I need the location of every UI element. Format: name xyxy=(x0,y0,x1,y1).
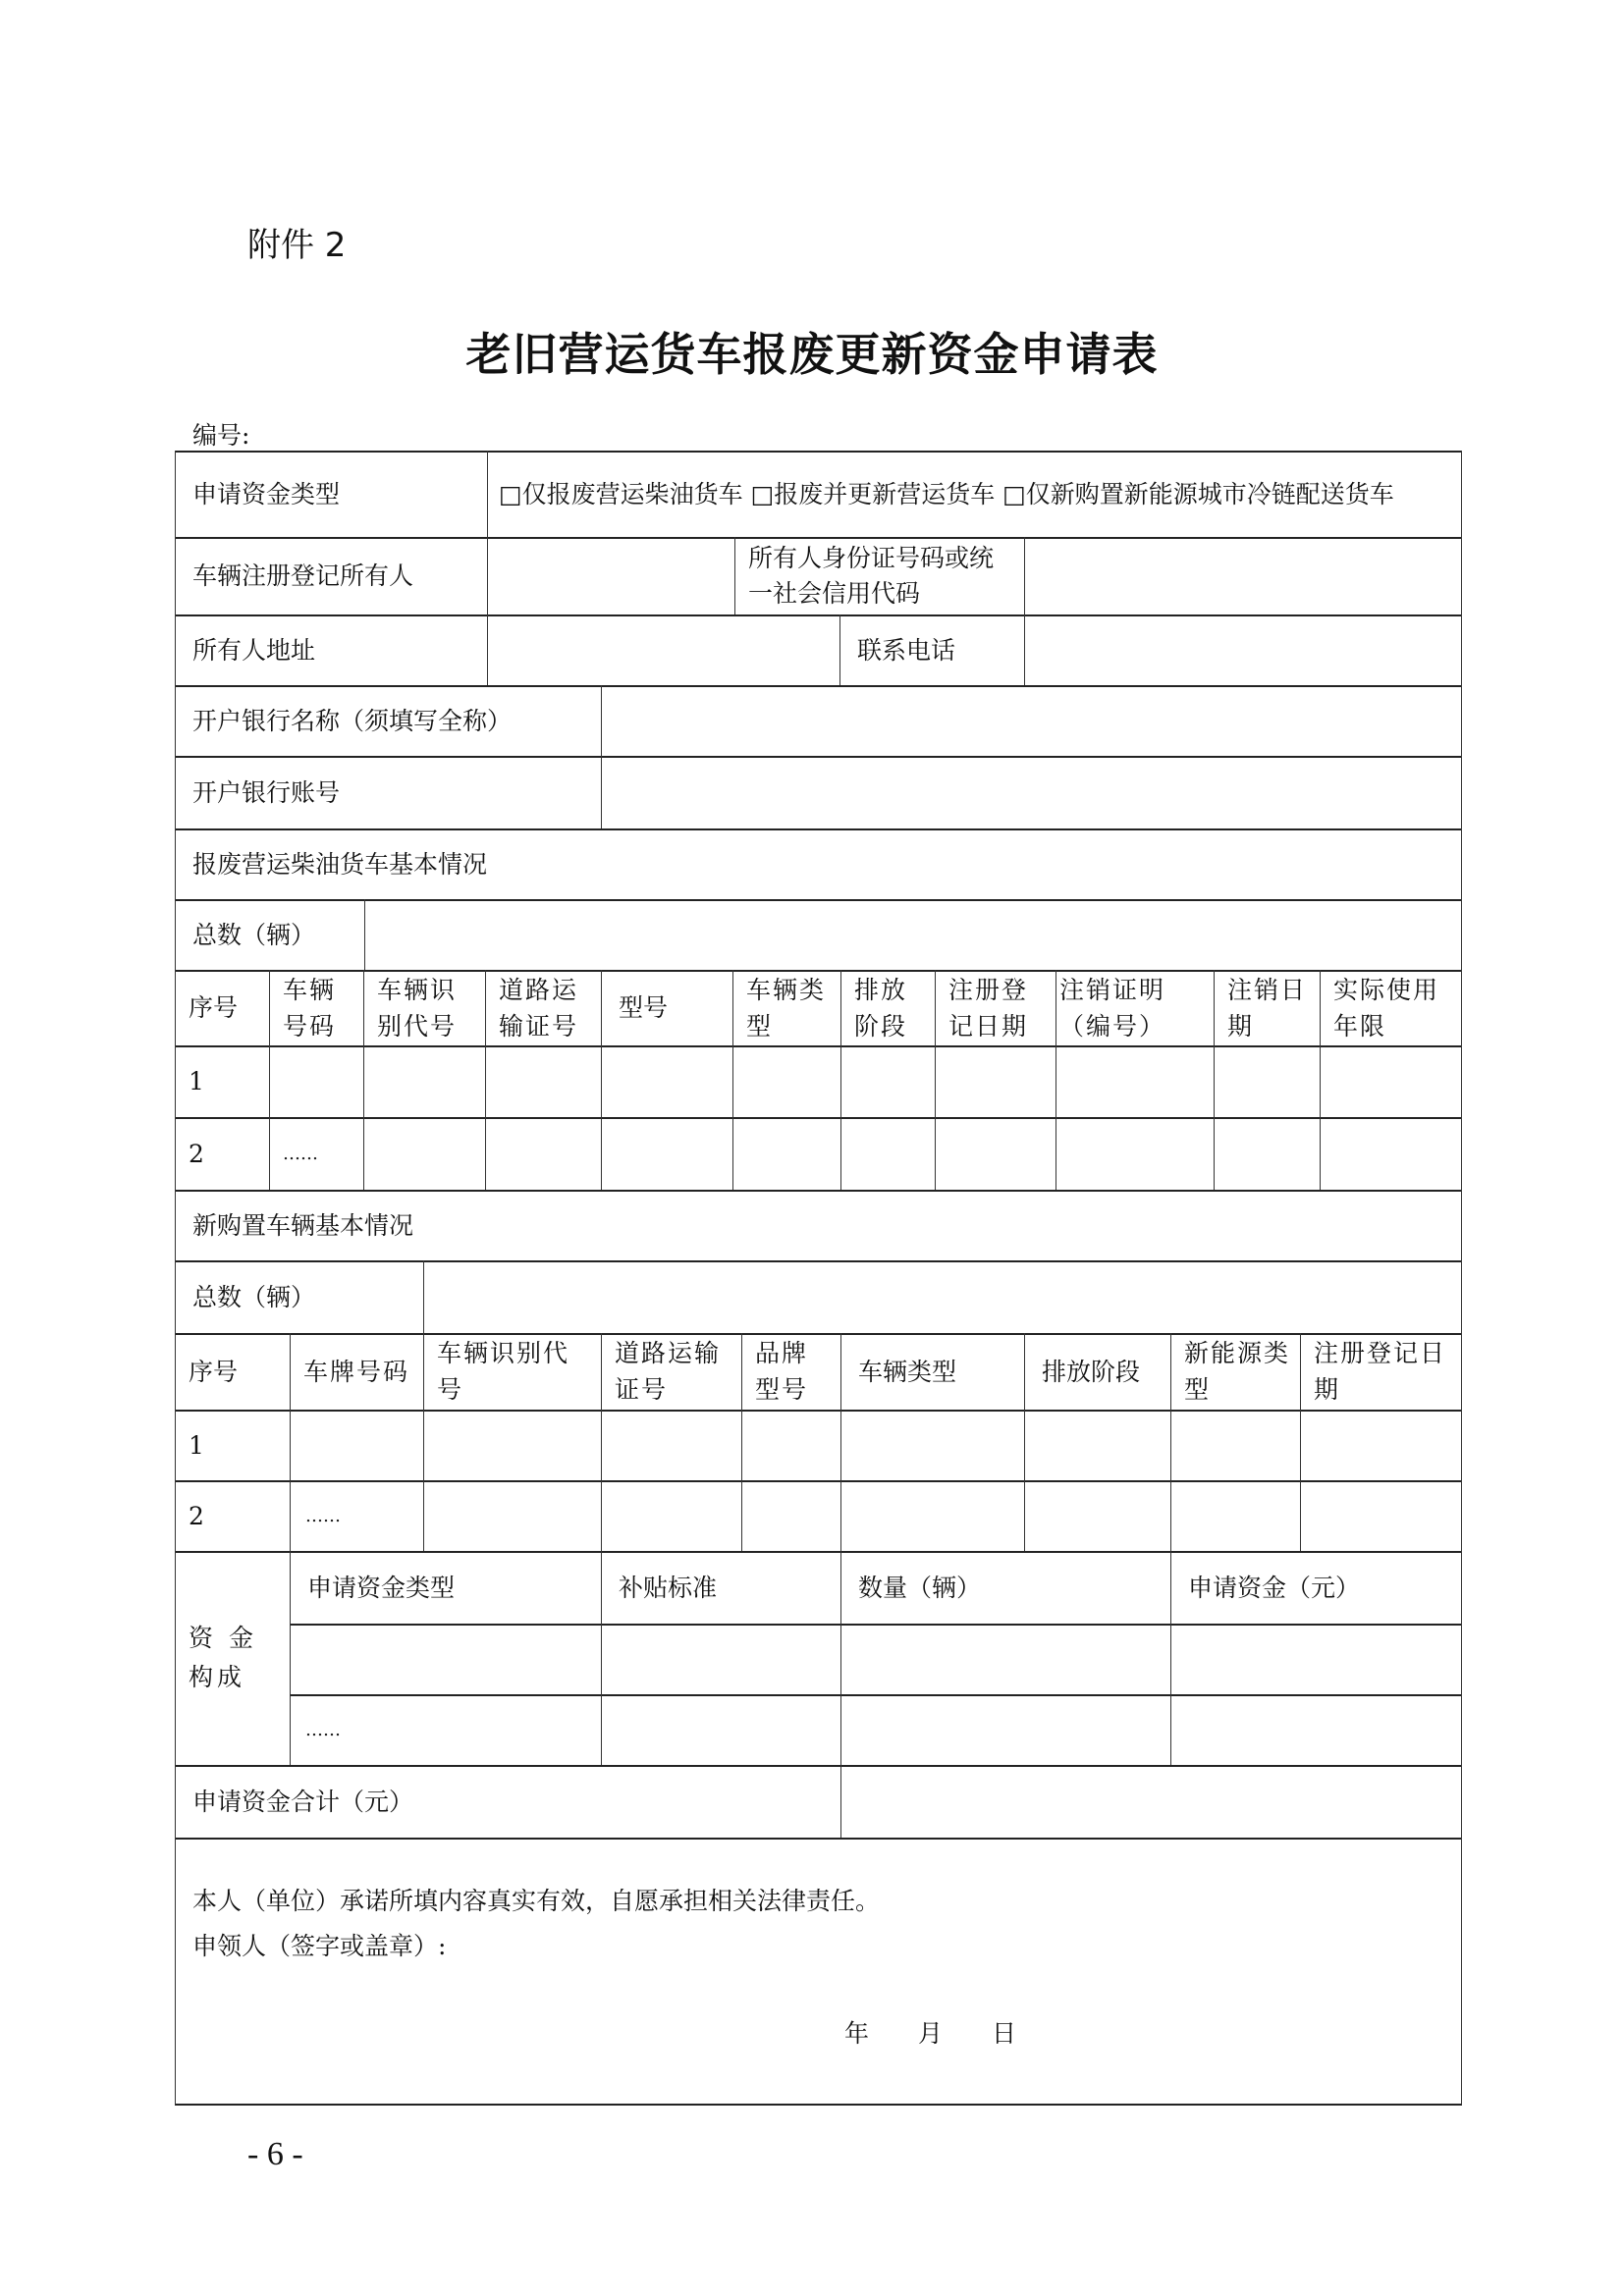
row-divider xyxy=(175,1117,1462,1119)
new-section-title: 新购置车辆基本情况 xyxy=(192,1210,414,1240)
new-cell-ellipsis[interactable]: …… xyxy=(305,1505,341,1526)
scrapped-row-index: 2 xyxy=(189,1139,204,1168)
scrapped-col-header: 注销日期 xyxy=(1227,975,1308,1041)
owner-id-field[interactable] xyxy=(1024,537,1461,614)
table-border-bottom xyxy=(175,2104,1462,2106)
signer-label: 申领人（签字或盖章）: xyxy=(192,1932,447,1960)
new-col-header: 注册登记日期 xyxy=(1314,1339,1447,1404)
funds-total-label: 申请资金合计（元） xyxy=(192,1787,414,1816)
phone-label: 联系电话 xyxy=(857,635,956,665)
attachment-label: 附件 2 xyxy=(247,226,347,265)
signature-area[interactable] xyxy=(1001,1963,1296,2007)
row-divider xyxy=(175,1838,1462,1840)
new-row-index: 1 xyxy=(189,1430,204,1460)
fund-type-options-text[interactable]: □仅报废营运柴油货车 □报废并更新营运货车 □仅新购置新能源城市冷链配送货车 xyxy=(499,479,1394,508)
new-col-header: 序号 xyxy=(189,1357,239,1386)
funds-cell-ellipsis[interactable]: …… xyxy=(305,1719,341,1740)
phone-field[interactable] xyxy=(1024,614,1461,685)
funds-cell[interactable] xyxy=(290,1624,601,1694)
new-col-header: 道路运输证号 xyxy=(615,1339,722,1404)
funds-total-field[interactable] xyxy=(840,1765,1461,1838)
page-number: - 6 - xyxy=(247,2136,303,2172)
bank-name-field[interactable] xyxy=(601,685,1461,756)
funds-label: 资 金 构成 xyxy=(189,1624,257,1691)
scrapped-section-title: 报废营运柴油货车基本情况 xyxy=(192,849,488,879)
serial-label: 编号: xyxy=(192,421,250,450)
scrapped-col-header: 注册登记日期 xyxy=(948,975,1029,1041)
funds-col-header: 数量（辆） xyxy=(858,1573,982,1602)
address-label: 所有人地址 xyxy=(192,635,316,665)
new-total-label: 总数（辆） xyxy=(192,1282,316,1311)
funds-col-header: 补贴标准 xyxy=(619,1573,718,1602)
new-col-header: 车辆识别代号 xyxy=(437,1339,570,1404)
scrapped-cell-ellipsis[interactable]: …… xyxy=(283,1143,318,1164)
bank-account-label: 开户银行账号 xyxy=(192,777,341,807)
new-cell[interactable] xyxy=(290,1410,423,1480)
scrapped-col-header: 排放阶段 xyxy=(854,975,908,1041)
new-col-header: 品牌型号 xyxy=(755,1339,809,1404)
new-total-field[interactable] xyxy=(423,1260,1461,1333)
form-title: 老旧营运货车报废更新资金申请表 xyxy=(465,328,1159,381)
scrapped-col-header: 型号 xyxy=(619,993,669,1022)
owner-label: 车辆注册登记所有人 xyxy=(192,561,414,590)
new-col-header: 新能源类型 xyxy=(1184,1339,1291,1404)
owner-id-label: 所有人身份证号码或统一社会信用代码 xyxy=(748,543,995,608)
fund-type-options[interactable] xyxy=(487,451,1461,537)
scrapped-col-header: 车辆类型 xyxy=(746,975,827,1041)
bank-account-field[interactable] xyxy=(601,756,1461,828)
table-border-right xyxy=(1461,451,1462,2105)
declaration-statement: 本人（单位）承诺所填内容真实有效，自愿承担相关法律责任。 xyxy=(192,1887,881,1915)
address-field[interactable] xyxy=(487,614,839,685)
row-divider xyxy=(175,1045,1462,1047)
owner-field[interactable] xyxy=(487,537,734,614)
funds-col-header: 申请资金（元） xyxy=(1188,1573,1361,1602)
scrapped-col-header: 注销证明（编号） xyxy=(1059,975,1166,1041)
new-col-header: 排放阶段 xyxy=(1042,1357,1141,1386)
scrapped-cell[interactable] xyxy=(269,1045,363,1117)
scrapped-col-header: 实际使用年限 xyxy=(1333,975,1440,1041)
scrapped-row-index: 1 xyxy=(189,1067,204,1095)
scrapped-col-header: 序号 xyxy=(189,993,239,1022)
funds-col-header: 申请资金类型 xyxy=(307,1573,456,1602)
scrapped-total-field[interactable] xyxy=(364,899,1461,970)
scrapped-total-label: 总数（辆） xyxy=(192,920,316,949)
scrapped-col-header: 道路运输证号 xyxy=(499,975,579,1041)
new-col-header: 车牌号码 xyxy=(303,1357,410,1386)
date-label: 年 月 日 xyxy=(844,2019,1017,2048)
scrapped-col-header: 车辆识别代号 xyxy=(377,975,458,1041)
fund-type-label: 申请资金类型 xyxy=(192,479,341,508)
new-col-header: 车辆类型 xyxy=(858,1357,957,1386)
new-row-index: 2 xyxy=(189,1501,204,1530)
scrapped-col-header: 车辆号码 xyxy=(283,975,337,1041)
bank-name-label: 开户银行名称（须填写全称） xyxy=(192,706,513,735)
